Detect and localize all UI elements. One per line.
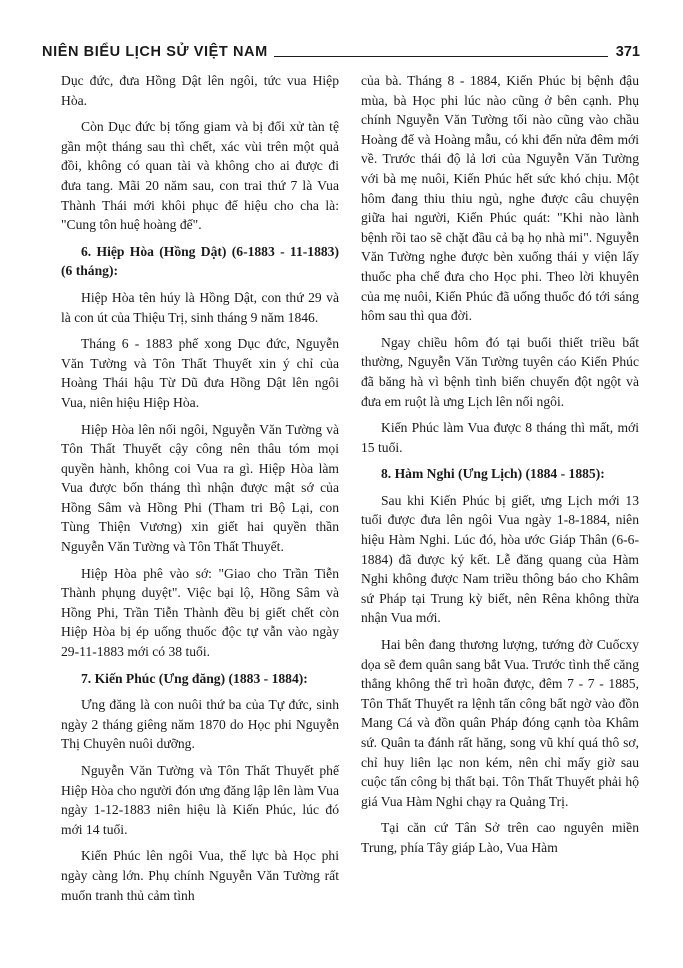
paragraph: Kiến Phúc lên ngôi Vua, thế lực bà Học phi ngày càng lớn. Phụ chính Nguyễn Văn Tường rất muốn tranh thủ cảm tình [61,848,339,903]
paragraph: Ưng đăng là con nuôi thứ ba của Tự đức, sinh ngày 2 tháng giêng năm 1870 do Học phi Nguyễn Thị Chuyên nuôi dưỡng. [61,697,339,752]
paragraph: của bà. Tháng 8 - 1884, Kiến Phúc bị bệnh đậu mùa, bà Học phi lúc nào cũng ở bên cạnh. Phụ chính Nguyễn Văn Tường tối nào cũng vào chầu Hoàng đế và Hoàng mẫu, có khi đến nửa đêm mới về. Trước thái độ lả lơi của Nguyễn Văn Tường với bà mẹ nuôi, Kiến Phúc hết sức khó chịu. Một hôm đang thiu thiu ngủ, nghe được câu chuyện giữa hai người, Kiến Phúc quát: "Khi nào lành bệnh rồi tao sẽ chặt đầu cả bạ họ nhà mi". Nguyễn Văn Tường nghe được bèn xuống thái y viện lấy thuốc pha chế đưa cho Học phi. Theo lời khuyên của mẹ nuôi, Kiến Phúc đã uống thuốc đó tới sáng hôm sau thì qua đời. [361,73,639,324]
paragraph: Còn Dục đức bị tống giam và bị đối xử tàn tệ gần một tháng sau thì chết, xác vùi trên một quả đồi, không có quan tài và không cho ai được đi đưa tang. Mãi 20 năm sau, con trai thứ 7 là Vua Thành Thái mới khôi phục đế hiệu cho cha là: "Cung tôn huệ hoàng đế". [61,119,339,233]
paragraph: Tại căn cứ Tân Sở trên cao nguyên miền Trung, phía Tây giáp Lào, Vua Hàm [361,820,639,855]
paragraph: Sau khi Kiến Phúc bị giết, ưng Lịch mới 13 tuổi được đưa lên ngôi Vua ngày 1-8-1884, niên hiệu Hàm Nghi. Lúc đó, hòa ước Giáp Thân (6-6-1884) đã được ký kết. Lễ đăng quang của Hàm Nghi không được Nam triều thông báo cho Khâm sứ Pháp tại Trung kỳ biết, nên Rêna không thừa nhận Vua mới. [361,492,639,626]
paragraph: Hiệp Hòa tên húy là Hồng Dật, con thứ 29 và là con út của Thiệu Trị, sinh tháng 9 năm 1846. [61,289,339,325]
left-column [61,71,339,912]
running-title: NIÊN BIỂU LỊCH SỬ VIỆT NAM [42,43,268,60]
section-heading: 6. Hiệp Hòa (Hồng Dật) (6-1883 - 11-1883) (6 tháng): [61,243,339,279]
section-heading: 7. Kiến Phúc (Ưng đăng) (1883 - 1884): [81,670,308,686]
right-column [361,71,639,865]
paragraph: Dục đức, đưa Hồng Dật lên ngôi, tức vua Hiệp Hòa. [61,73,339,108]
paragraph: Hiệp Hòa phê vào sớ: "Giao cho Trần Tiễn Thành phụng duyệt". Việc bại lộ, Hồng Sâm và Hồng Phi, Trần Tiễn Thành đều bị giết chết còn Hiệp Hòa bị ép uống thuốc độc tự vẫn vào ngày 29-11-1883 mới có 38 tuổi. [61,565,339,660]
page-number: 371 [615,43,640,60]
paragraph: Ngay chiều hôm đó tại buổi thiết triều bất thường, Nguyễn Văn Tường tuyên cáo Kiến Phúc đã băng hà vì bệnh tình biến chuyển đột ngột và đưa em ruột là ưng Lịch lên nối ngôi. [361,334,639,409]
paragraph: Hai bên đang thương lượng, tướng đờ Cuốcxy dọa sẽ đem quân sang bắt Vua. Trước tình thế căng thẳng không thể trì hoãn được, đêm 7 - 7 - 1885, Tôn Thất Thuyết ra lệnh tấn công bất ngờ vào đồn Mang Cá và đồn quân Pháp đóng cạnh tòa Khâm sứ. Quân ta đánh rất hăng, song vũ khí quá thô sơ, chỉ huy liên lạc non kém, nên chỉ mấy giờ sau cuộc tấn công bị thất bại. Tôn Thất Thuyết phải hộ giá Vua Hàm Nghi chạy ra Quảng Trị. [361,637,639,809]
paragraph: Nguyễn Văn Tường và Tôn Thất Thuyết phế Hiệp Hòa cho người đón ưng đăng lập lên làm Vua ngày 1-12-1883 niên hiệu là Kiến Phúc, lúc đó mới 14 tuổi. [61,763,339,837]
paragraph: Kiến Phúc làm Vua được 8 tháng thì mất, mới 15 tuổi. [361,420,639,455]
section-heading: 8. Hàm Nghi (Ưng Lịch) (1884 - 1885): [381,466,605,482]
paragraph: Tháng 6 - 1883 phế xong Dục đức, Nguyễn Văn Tường và Tôn Thất Thuyết xin ý chỉ của Hoàng Thái hậu Từ Dũ đưa Hồng Dật lên ngôi Vua, niên hiệu Hiệp Hòa. [61,336,339,410]
header-rule [274,56,608,57]
paragraph: Hiệp Hòa lên nối ngôi, Nguyễn Văn Tường và Tôn Thất Thuyết cậy công nên thâu tóm mọi quyền hành, không coi Vua ra gì. Hiệp Hòa làm Vua được bốn tháng thì nhận được mật sớ của Hồng Sâm và Hồng Phi (Tham tri Bộ Lại, con Tùng Thiện Vương) xin giết hai quyền thần Nguyễn Văn Tường và Tôn Thất Thuyết. [61,421,339,555]
page-header [42,33,640,59]
